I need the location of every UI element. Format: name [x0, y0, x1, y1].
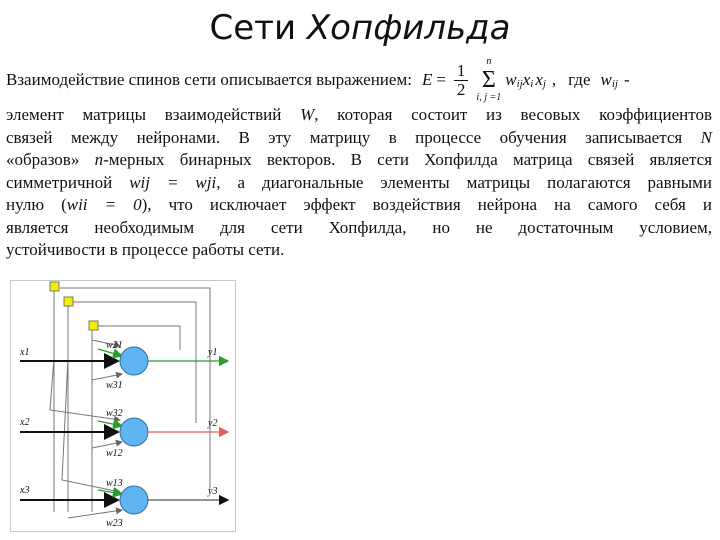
l7: является необходимым для сети Хопфилда, но не достаточным условием,	[6, 217, 712, 237]
formula-comma: ,	[551, 69, 557, 89]
wij-symbol: w	[600, 69, 612, 89]
line-8	[6, 239, 712, 262]
fraction-den: 2	[456, 79, 466, 99]
weight-label-w12: w12	[106, 448, 123, 459]
term-xi-sub: i	[530, 77, 534, 90]
l5-a: симметричной	[6, 172, 130, 192]
l5-formula: wij = wji	[129, 172, 217, 192]
sum-bottom: i, j =1	[476, 92, 502, 103]
l3-a: связей между нейронами. В эту матрицу в процессе обучения записывается	[6, 127, 701, 147]
intro-lead: Взаимодействие спинов сети описывается выражением:	[6, 69, 412, 89]
l4-n: n	[94, 150, 104, 169]
dash: -	[623, 69, 630, 89]
input-label-x3: x3	[20, 485, 30, 496]
line-5	[6, 172, 712, 195]
l4-a: «образов»	[6, 150, 95, 169]
sum-top: n	[486, 56, 492, 67]
output-label-y2: y2	[208, 418, 218, 429]
page-title	[0, 8, 720, 48]
wij-sub: ij	[611, 77, 618, 90]
hopfield-network-diagram	[10, 280, 236, 532]
energy-formula	[422, 56, 556, 104]
input-label-x2: x2	[20, 417, 30, 428]
term-w-sub: ij	[516, 77, 523, 90]
weight-label-w13: w13	[106, 478, 123, 489]
formula-lhs: E	[421, 69, 433, 89]
l2-W: W	[300, 105, 315, 124]
fraction-num: 1	[454, 62, 469, 81]
title-italic: Хопфильда	[306, 8, 511, 48]
l4-b: -мерных бинарных векторов. В сети Хопфилда матрица связей является	[103, 150, 713, 169]
sigma-glyph: Σ	[481, 67, 496, 93]
connector-3	[89, 321, 98, 330]
l2-b: , которая состоит из весовых коэффициентов	[314, 105, 713, 124]
weight-label-w23: w23	[106, 518, 123, 529]
l5-b: , а диагональные элементы матрицы полагаются равными	[216, 172, 713, 192]
sum-symbol	[476, 56, 501, 104]
neuron-3	[120, 486, 148, 514]
output-label-y3: y3	[208, 486, 218, 497]
connector-1	[50, 282, 59, 291]
output-label-y1: y1	[208, 347, 218, 358]
formula-eq: =	[436, 69, 446, 89]
l2-a: элемент матрицы взаимодействий	[6, 105, 301, 124]
term-xj-sub: j	[542, 77, 546, 90]
body-text	[6, 56, 712, 262]
term-w: w	[505, 69, 517, 89]
where-word: где	[568, 69, 591, 89]
l6-b: ), что исключает эффект воздействия нейрона на самого себя и	[141, 195, 712, 214]
line-7	[6, 217, 712, 240]
l8: устойчивости в процессе работы сети.	[6, 240, 285, 259]
weight-label-w31: w31	[106, 380, 123, 391]
line-4	[6, 149, 712, 172]
line-3	[6, 127, 712, 150]
input-label-x1: x1	[20, 347, 30, 358]
term-xj: x	[535, 69, 543, 89]
weight-label-w21: w21	[106, 340, 123, 351]
line-6	[6, 194, 712, 217]
title-normal: Сети	[209, 8, 307, 48]
l6-a: нулю (	[6, 195, 67, 214]
line-1	[6, 56, 712, 104]
neuron-2	[120, 418, 148, 446]
formula-fraction	[454, 62, 469, 99]
neuron-1	[120, 347, 148, 375]
term-xi: x	[522, 69, 531, 89]
connector-2	[64, 297, 73, 306]
weight-label-w32: w32	[106, 408, 123, 419]
l3-N: N	[700, 127, 712, 147]
l6-formula: wii = 0	[66, 195, 142, 214]
line-2	[6, 104, 712, 127]
